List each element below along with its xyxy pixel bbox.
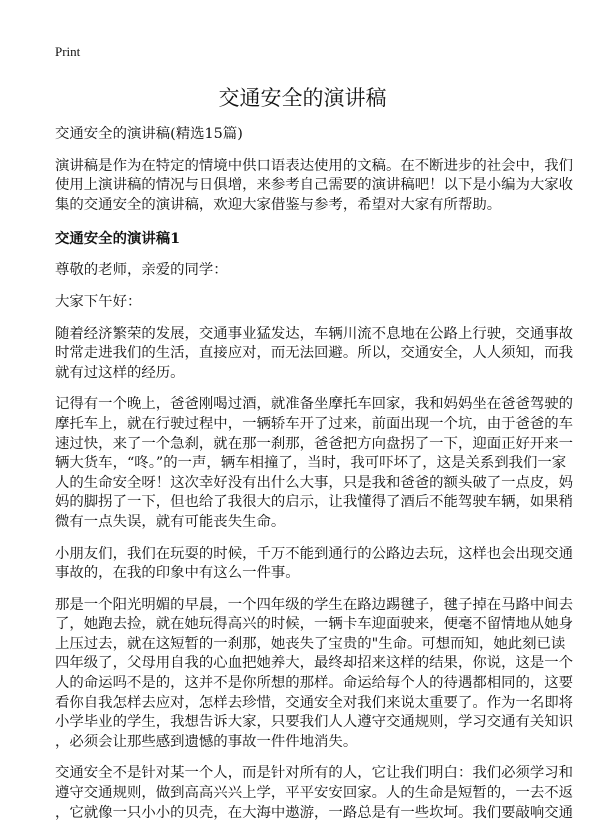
paragraph (55, 261, 550, 281)
text-line: 小学毕业的学生，我想告诉大家，只要我们人人遵守交通规则，学习交通有关知识 (55, 714, 574, 731)
text-line: 事故的，在我的印象中有这么一件事。 (55, 565, 300, 582)
text-line: 时常走进我们的生活，直接应对，而无法回避。所以，交通安全，人人须知，而我 (55, 345, 574, 362)
text-line: ，它就像一只小小的贝壳，在大海中遨游，一路总是有一些坎坷。我们要敲响交通 (55, 804, 574, 821)
text-line: 随着经济繁荣的发展，交通事业猛发达，车辆川流不息地在公路上行驶，交通事故 (55, 325, 574, 342)
text-line: 尊敬的老师，亲爱的同学： (55, 262, 228, 279)
speech-body (55, 261, 574, 823)
subtitle: 交通安全的演讲稿(精选15篇) (55, 126, 243, 142)
paragraph (55, 596, 574, 753)
text-line: 看你自我怎样去应对，怎样去珍惜，交通安全对我们来说太重要了。作为一名即将 (55, 694, 574, 711)
text-line: ，必须会让那些感到遗憾的事故一件件地消失。 (55, 733, 358, 750)
text-line: 人的命运吗不是的，这并不是你所想的那样。命运给每个人的待遇都相同的，这要 (55, 675, 574, 692)
text-line: 演讲稿是作为在特定的情境中供口语表达使用的文稿。在不断进步的社会中，我们 (55, 157, 574, 174)
text-line: 小朋友们，我们在玩耍的时候，千万不能到通行的公路边去玩，这样也会出现交通 (55, 545, 574, 562)
text-line: 那是一个阳光明媚的早晨，一个四年级的学生在路边踢毽子，毽子掉在马路中间去 (55, 596, 574, 613)
text-line: 妈的脚拐了一下，但也给了我很大的启示，让我懂得了酒后不能驾驶车辆，如果稍 (55, 494, 574, 511)
paragraph (55, 764, 574, 823)
text-line: 人的生命安全呀！这次幸好没有出什么大事，只是我和爸爸的额头破了一点皮，妈 (55, 474, 574, 491)
text-line: 遵守交通规则，做到高高兴兴上学，平平安安回家。人的生命是短暂的，一去不返 (55, 785, 574, 802)
section-heading: 交通安全的演讲稿1 (55, 230, 181, 248)
text-line: 辆大货车，“咚。”的一声，辆车相撞了，当时，我可吓坏了，这是关系到我们一家 (55, 455, 567, 472)
text-line: 摩托车上，就在行驶过程中，一辆轿车开了过来，前面出现一个坑，由于爸爸的车 (55, 415, 574, 432)
text-line: 记得有一个晚上，爸爸刚喝过酒，就准备坐摩托车回家，我和妈妈坐在爸爸驾驶的 (55, 396, 574, 413)
text-line: 就有过这样的经历。 (55, 364, 185, 381)
text-line: 交通安全不是针对某一个人，而是针对所有的人，它让我们明白：我们必须学习和 (55, 765, 574, 782)
paragraph (55, 325, 574, 384)
paragraph (55, 395, 574, 532)
text-line: 上压过去，就在这短暂的一刹那，她丧失了宝贵的"生命。可想而知，她此刻已读 (55, 635, 566, 652)
text-line: 使用上演讲稿的情况与日俱增，来参考自己需要的演讲稿吧！以下是小编为大家收 (55, 177, 574, 194)
paragraph (55, 293, 550, 313)
intro-paragraph (55, 157, 574, 216)
paragraph (55, 545, 574, 584)
text-line: 集的交通安全的演讲稿，欢迎大家借鉴与参考，希望对大家有所帮助。 (55, 196, 502, 213)
text-line: 四年级了，父母用自我的心血把她养大，最终却招来这样的结果，你说，这是一个 (55, 655, 574, 672)
print-link[interactable]: Print (55, 44, 81, 59)
text-line: 速过快，来了一个急刹，就在那一刹那，爸爸把方向盘拐了一下，迎面正好开来一 (55, 435, 574, 452)
document-title: 交通安全的演讲稿 (218, 86, 387, 110)
text-line: 了，她跑去捡，就在她玩得高兴的时候，一辆卡车迎面驶来，便毫不留情地从她身 (55, 616, 574, 633)
text-line: 大家下午好： (55, 293, 142, 310)
text-line: 微有一点失误，就有可能丧失生命。 (55, 513, 286, 530)
